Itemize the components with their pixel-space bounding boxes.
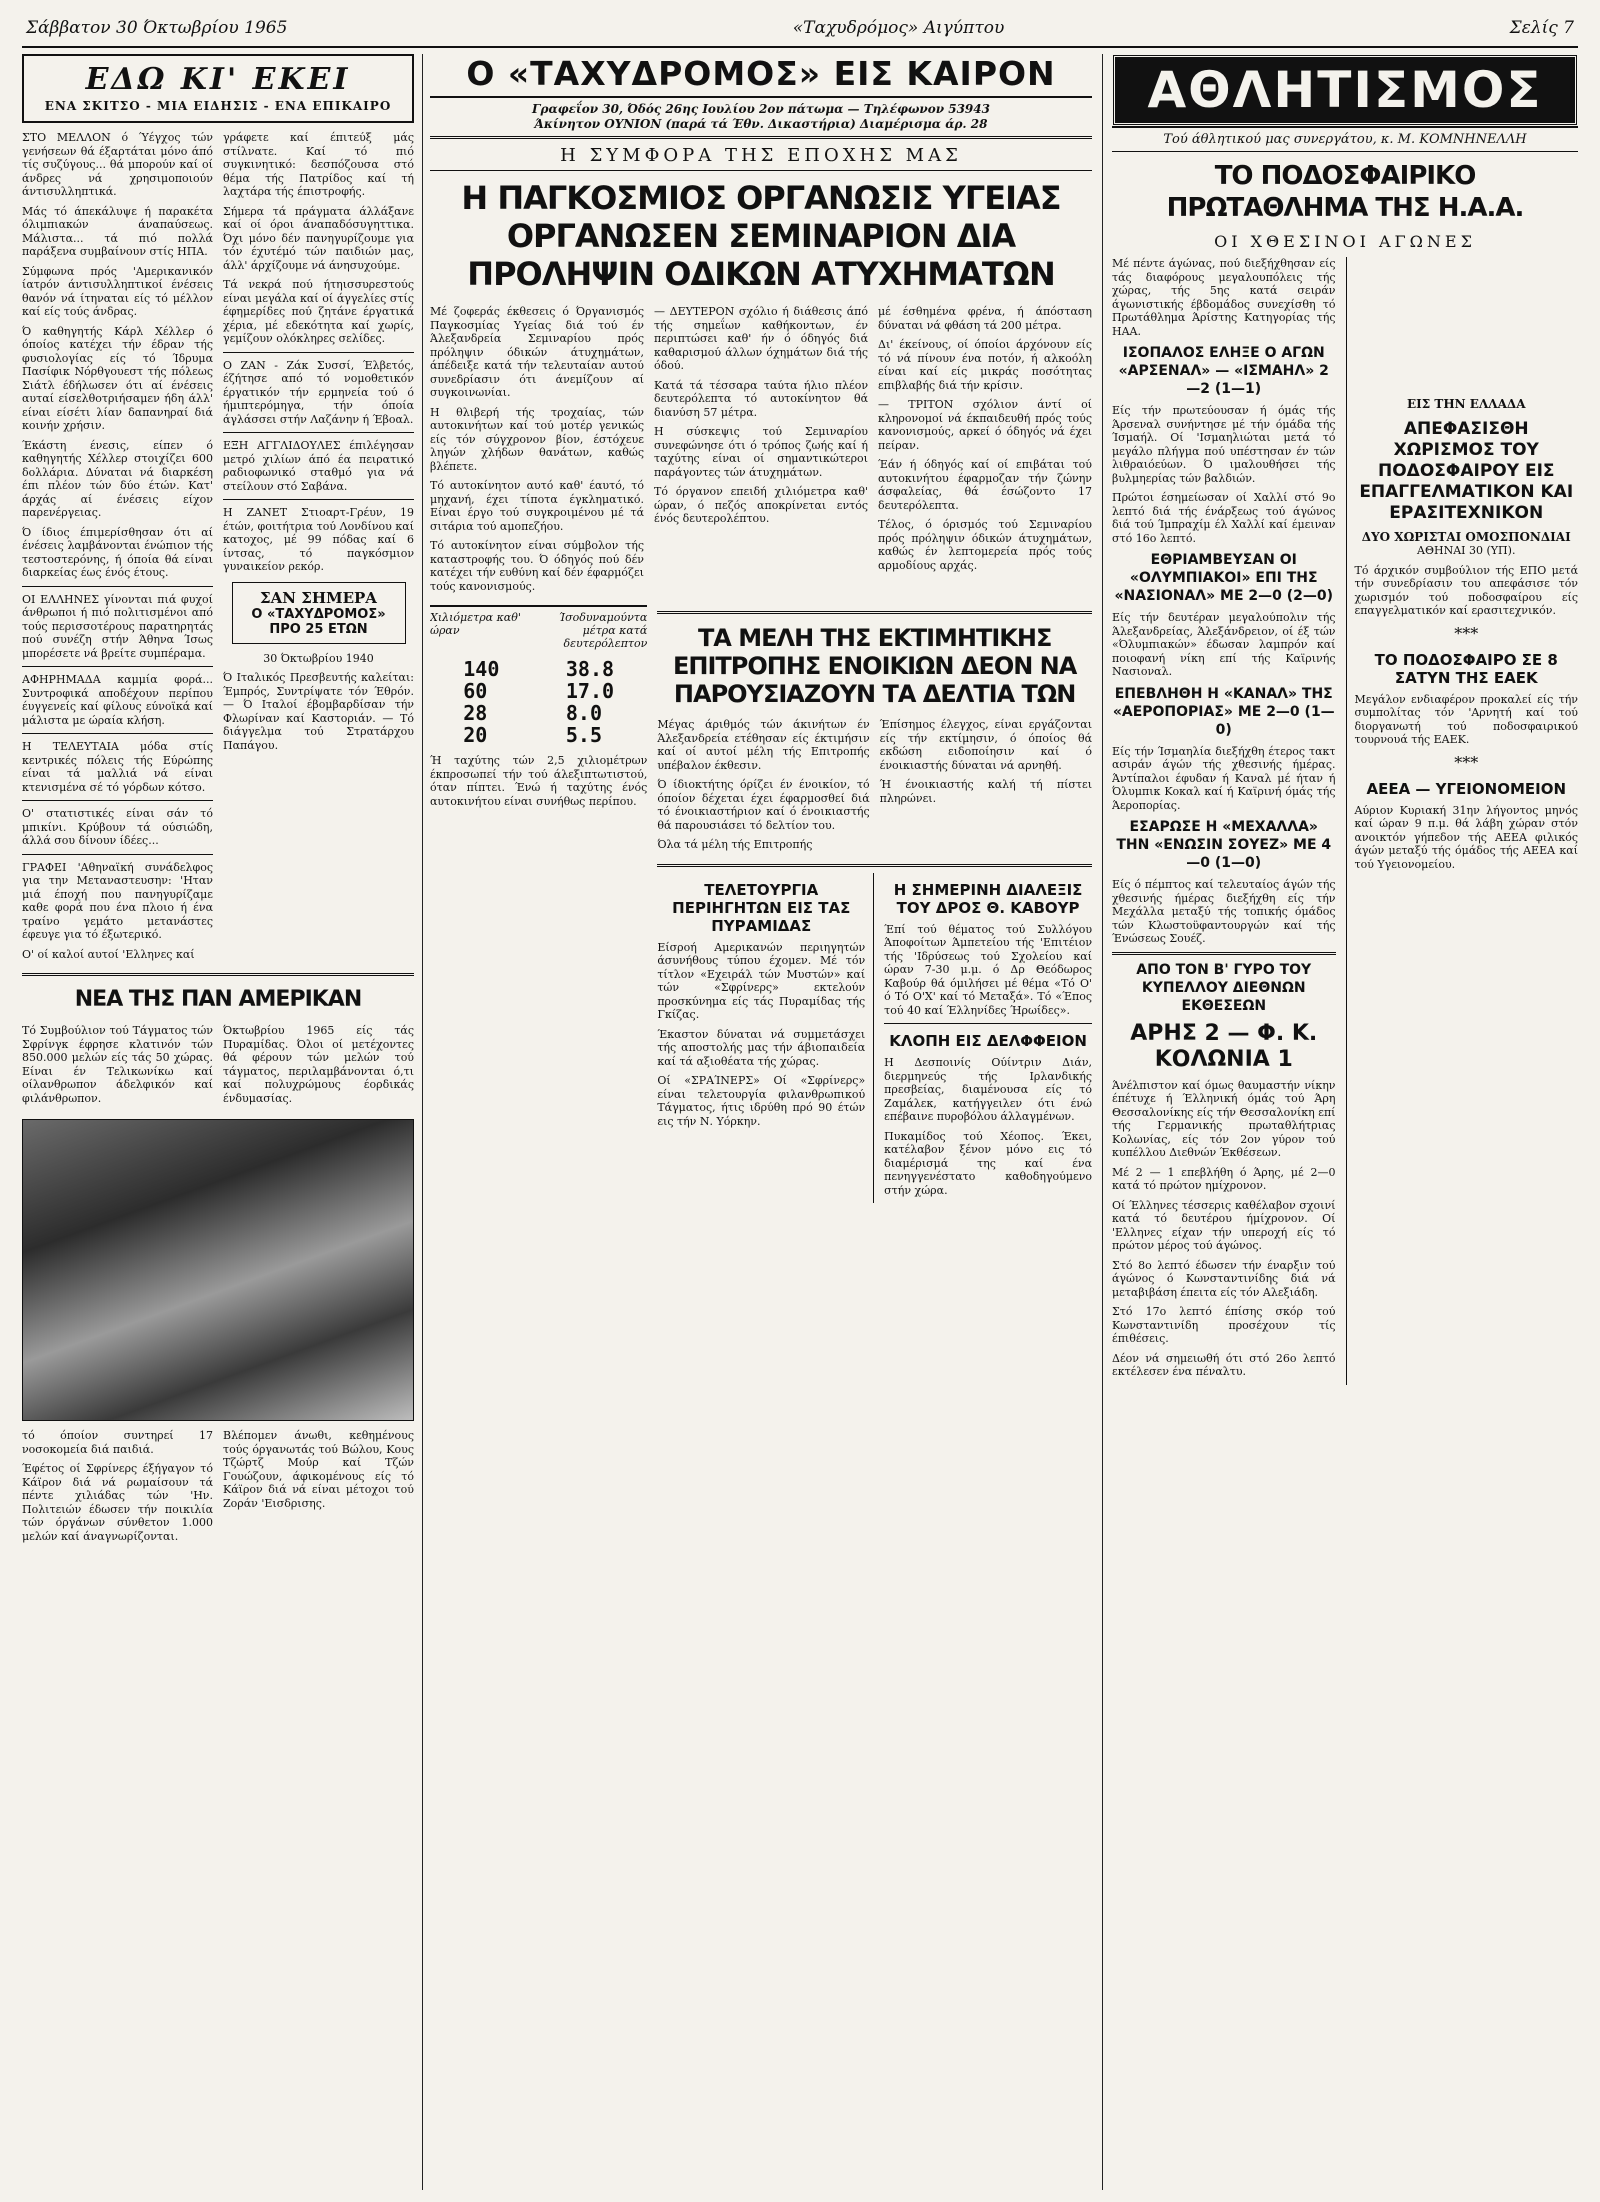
speed-ms: 5.5	[565, 723, 603, 747]
match-headline: ΕΠΕΒΛΗΘΗ Η «ΚΑΝΑΛ» ΤΗΣ «ΑΕΡΟΠΟΡΙΑΣ» ΜΕ 2—0 (1—0)	[1112, 685, 1335, 738]
paragraph: ΑΦΗΡΗΜΑΔΑ καμμία φορά... Συντροφικά αποδέχουν περίπου έυγγενείς καί φίλους εύνοϊκά καί μάλιστα με ώραία κλήση.	[22, 673, 213, 727]
speed-kmh: 20	[463, 723, 488, 747]
cup-headline: ΑΠΟ ΤΟΝ Β' ΓΥΡΟ ΤΟΥ ΚΥΠΕΛΛΟΥ ΔΙΕΘΝΩΝ ΕΚΘΕΣΕΩΝ	[1136, 961, 1312, 1014]
paragraph: Τέλος, ό όρισμός τού Σεμιναρίου πρός πρόληψιν όδικών άτυχημάτων, καθώς έν λεπτομερεία πρός τούς αρμοδίους αρχάς.	[878, 518, 1092, 572]
paragraph: ΣΤΟ ΜΕΛΛΟΝ ό Ύέγχος τών γενήσεων θά έξαρτάται μόνο άπό τίς συζύγους... θά μπορούν καί οί άνδρες νά χρησιμοποιούν άντισυλληπτικά.	[22, 131, 213, 198]
paragraph: Αύριον Κυριακή 31ην λήγοντος μηνός καί ώραν 9 π.μ. θά λάβη χώραν στόν ανοικτόν γήπεδον τής ΑΕΕΑ φιλικός άγών μεταξύ τής όμάδος τής ΑΕΕΑ καί τού Υγειονομείου.	[1354, 803, 1578, 871]
greece-headline: ΑΠΕΦΑΣΙΣΘΗ ΧΩΡΙΣΜΟΣ ΤΟΥ ΠΟΔΟΣΦΑΙΡΟΥ ΕΙΣ ΕΠΑΓΓΕΛΜΑΤΙΚΟΝ ΚΑΙ ΕΡΑΣΙΤΕΧΝΙΚΟΝ	[1359, 419, 1574, 523]
theft-headline: ΚΛΟΠΗ ΕΙΣ ΔΕΛΦΦΕΙΟΝ	[889, 1032, 1087, 1050]
paragraph: Είς ό πέμπτος καί τελευταίος άγών τής χθεσινής ήμέρας διεξήχθη είς τήν Μεχάλλα μεταξύ τής τοπικής όμάδος τών Κλωστοϋφαντουργών καί τής Ένώσεως Σουέζ.	[1112, 878, 1336, 945]
paragraph: Ο ΖΑΝ - Ζάκ Συσσί, Έλβετός, έζήτησε από τό νομοθετικόν έργατικόν τήν ερμηνεία τού ό ήμιπτερόμηγα, τήν όποία άγλάσσει στήν Λαζάνην ή Έβοαλ.	[223, 358, 414, 426]
san-simera-subtitle: Ο «ΤΑΧΥΔΡΟΜΟΣ» ΠΡΟ 25 ΕΤΩΝ	[251, 606, 386, 637]
speed-kmh: 140	[463, 657, 500, 681]
paragraph: Βλέπομεν άνωθι, κεθημένους τούς όργανωτάς τού Βώλου, Κους Τζώρτζ Μούρ καί Τζών Γουώζουν, άφικομένους είς τό Κάϊρον διά νά είναι μέτοχοι τού Ζοράν 'Εισδρισης.	[223, 1429, 414, 1510]
separator-stars: ***	[1454, 752, 1479, 772]
paragraph: Η ΤΕΛΕΥΤΑΙΑ μόδα στίς κεντρικές πόλεις τής Εύρώπης είναι τά μαλλιά νά είναι κτενισμένα σέ τό γόρδων κότσο.	[22, 740, 213, 794]
paragraph: Σήμερα τά πράγματα άλλάξανε καί οί όροι άναπαδόσυγηττικα. Όχι μόνο δέν πανηγυρίζουμε για τόν έχυτέμό τών παιδιών μας, άλλ' άρχίζουμε νά άνησυχούμε.	[223, 204, 414, 272]
league-headline: ΤΟ ΠΟΔΟΣΦΑΙΡΙΚΟ ΠΡΩΤΑΘΛΗΜΑ ΤΗΣ Η.Α.Α.	[1166, 161, 1524, 223]
paragraph: Η σύσκεψις τού Σεμιναρίου συνεφώνησε ότι ό τρόπος ζωής καί ή ταχύτης είναι οί σημαντικώτεροι παράγοντες τών άτυχημάτων.	[654, 425, 868, 479]
paragraph: Οί «ΣΡΑΊΝΕΡΣ» Οί «Σφρίνερς» είναι τελετουργία φιλανθρωπικού Τάγματος, ήτις ιδρύθη πρό 90 έτών εις τήν Ν. Υόρκην.	[657, 1074, 866, 1128]
sports-logo: ΑΘΛΗΤΙΣΜΟΣ	[1112, 54, 1578, 126]
greece-subhead: ΔΥΟ ΧΩΡΙΣΤΑΙ ΟΜΟΣΠΟΝΔΙΑΙ	[1361, 530, 1571, 544]
speed-kmh: 60	[463, 679, 488, 703]
paragraph: Τά νεκρά πού ήτηισσυρεστούς είναι μεγάλα καί οί άγγελίες στίς έφημερίδες πού ζητάνε έργατικά χέρια, μέ εδεκότητα καί χωρίς, γεμίζουν ολόκληρες σελίδες.	[223, 278, 414, 345]
date-1940: 30 Όκτωβρίου 1940	[263, 651, 374, 665]
left-subcol-b	[223, 131, 414, 967]
cup-result: ΑΡΗΣ 2 — Φ. Κ. ΚΟΛΩΝΙΑ 1	[1130, 1020, 1318, 1072]
paragraph: Στό 17ο λεπτό έπίσης σκόρ τού Κωνσταντινίδη προσέχουν τίς έπιθέσεις.	[1112, 1305, 1336, 1345]
paragraph: Τό αυτοκίνητον είναι σύμβολον τής καταστροφής του. Ό όδηγός πού δέν κατέχει τήν ευθύνη καί δέν έφαρμόζει τούς κανονισμούς.	[430, 539, 644, 593]
paragraph: ΕΞΗ ΑΓΓΛΙΔΟΥΛΕΣ έπιλέγησαν μετρό χιλίων άπό έα πειρατικό ραδιοφωνικό σταθμό για νά στείλουν στό Σαβάνα.	[223, 439, 414, 493]
dateline: ΑΘΗΝΑΙ 30 (ΥΠ).	[1417, 544, 1516, 557]
speed-ms: 8.0	[565, 701, 603, 725]
newspaper-page	[22, 14, 1578, 2190]
column-subtitle: ΕΝΑ ΣΚΙΤΣΟ - ΜΙΑ ΕΙΔΗΣΙΣ - ΕΝΑ ΕΠΙΚΑΙΡΟ	[44, 99, 392, 113]
paragraph: Είς τήν δευτέραν μεγαλούπολιν τής Άλεξανδρείας, Άλεξάνδρειον, οί έξ τών «Όλυμπιακών» έδωσαν λαμπρόν καί ποιοφανή νίκη επί τής Καϊρινής Νασιοναλ.	[1112, 611, 1336, 678]
paragraph: Ο' οί καλοί αυτοί 'Ελληνες καί	[22, 947, 195, 961]
pyramids-headline: ΤΕΛΕΤΟΥΡΓΙΑ ΠΕΡΙΗΓΗΤΩΝ ΕΙΣ ΤΑΣ ΠΥΡΑΜΙΔΑΣ	[672, 880, 851, 935]
paragraph: ΟΙ ΕΛΛΗΝΕΣ γίνονται πιά φυχοί άνθρωποι ή πιό πολιτισμένοι από τούς περισσοτέρους παρατηρητάς πού συνέζη στήν Άθηνα Ίσως μπορέσετε νά βρείτε συμπέραμα.	[22, 592, 213, 660]
paragraph: Μέ ζοφεράς έκθεσεις ό Όργανισμός Παγκοσμίας Υγείας διά τού έν Άλεξανδρεία Σεμιναρίου πρός πρόληψιν όδικών άτυχημάτων, άπέδειξε κατά τήν τελευταίαν αυτού συνεδρίασιν ότι άνεμίζουν αί συγκοινωνίαι.	[430, 305, 644, 399]
paragraph: μέ έσθημένα φρένα, ή άπόσταση δύναται νά φθάση τά 200 μέτρα.	[878, 305, 1092, 332]
paragraph: Ή ένοικιαστής καλή τή πίστει πληρώνει.	[879, 778, 1092, 805]
paragraph: Ό Ιταλικός Πρεσβευτής καλείται: Έμπρός, Συντρίψατε τόν Έθρόν. — Ό Ιταλοί έβομβαρδίσαν τήν Φλωρίναν καί Καστοριάν. — Τό διάγγελμα τού Στρατάρχου Παπάγου.	[223, 671, 414, 752]
paragraph: Πυκαμίδος τού Χέοπος. Έκει, κατέλαβον ξένον μόνο εις τό διαμέρισμά της καί ένα πενηγγενέστατο καθοδηγούμενο στήν χώρα.	[884, 1129, 1092, 1197]
shriners-photo	[22, 1119, 414, 1421]
match-headline: ΕΘΡΙΑΜΒΕΥΣΑΝ ΟΙ «ΟΛΥΜΠΙΑΚΟΙ» ΕΠΙ ΤΗΣ «ΝΑΣΙΟΝΑΛ» ΜΕ 2—0 (2—0)	[1114, 552, 1334, 604]
aeea-headline: ΑΕΕΑ — ΥΓΕΙΟΝΟΜΕΙΟΝ	[1366, 779, 1567, 798]
paragraph: Η Δεσποινίς Ούίντριν Διάν, διερμηνεύς τής Ιρλανδικής πρεσβείας, διαμένουσα είς τό Ζαμάλεκ, κατήγγειλεν ότι ένώ επέβαινε πυροβόλου άλλαγμένων.	[884, 1056, 1092, 1123]
paragraph: Είς τήν πρωτεύουσαν ή όμάς τής Άρσεναλ συνήντησε μέ τήν όμάδα τής Ίσμαήλ. Οί 'Ισμαηλιώται μετά τό μεγάλο πλήγμα πού υπέστησαν έν τών λιθραιόεύων. Ό ιμαλουθήσει τής βυλμηερίας τών βαλδιών.	[1112, 404, 1336, 485]
paragraph: Τό Συμβούλιον τού Τάγματος τών Σφρίνγκ έφρησε κλατινόν τών 850.000 μελών είς τάς 50 χώρας. Είναι έν Τελικωνίκω καί οίλανθρωπον άδελφικόν καί φιλάνθρωπον.	[22, 1024, 213, 1105]
paragraph: Μεγάλον ενδιαφέρον προκαλεί είς τήν συμπολίτας τόν 'Αρνητή καί τού διοργανωτή τού ποδοσφαιρικού τουρνουά τής ΕΑΕΚ.	[1354, 692, 1578, 746]
eaek-headline: ΤΟ ΠΟΔΟΣΦΑΙΡΟ ΣΕ 8 ΣΑΤΥΝ ΤΗΣ ΕΑΕΚ	[1374, 650, 1558, 687]
paragraph: Ο' στατιστικές είναι σάν τό μπικίνι. Κρύβουν τά ούσιώδη, άλλά σου δίνουν ίδέες...	[22, 807, 213, 847]
paragraph: Έκαστον δύναται νά συμμετάσχει τής αποστολής μας τήν άβιοπαιδεία καί τά αξιοθέατα τής χώρας.	[657, 1027, 866, 1068]
speed-ms: 38.8	[565, 657, 615, 681]
paragraph: Έπί τού θέματος τού Συλλόγου Άποφοίτων Άμπετείου τής 'Επιτέιον τής 'Ιδρύσεως τού Σχολείου καί ώραν 7-30 μ.μ. ό Δρ Θεόδωρος Καβούρ θά όμιλήσει μέ θέμα «Τό Ο' ό Τό Ο'Χ' καί τό Μεταξά». Τό «Έπος τού 40 καί Έλληνίδες Ήρωίδες».	[884, 922, 1092, 1017]
speed-kmh: 28	[463, 701, 488, 725]
address-line-2: Άκίνητον ΟΥΝΙΟΝ (παρά τά Έθν. Δικαστήρια) Διαμέρισμα άρ. 28	[534, 117, 988, 131]
paragraph: Στό 8ο λεπτό έδωσεν τήν έναρξιν τού άγώνος ό Κωνσταντινίδης διά νά μεταβιβάση έπειτα είς τόν Αλεξιάδη.	[1112, 1258, 1336, 1299]
paragraph: Τό όργανον επειδή χιλιόμετρα καθ' ώραν, ό πεζός αποκρίνεται εντός ένός δευτερολέπτου.	[654, 485, 868, 525]
edo-kiekei-box	[22, 54, 414, 123]
san-simera-title: ΣΑΝ ΣΗΜΕΡΑ	[260, 588, 377, 607]
paragraph: Μέ πέντε άγώνας, πού διεξήχθησαν είς τάς διαφόρους μεγαλουπόλεις τής χώρας, τής 5ης κατά σειράν άγωνιστικής έβδομάδος συνεχίσθη τό Πρωτάθλημα Άρίστης Κατηγορίας τής ΗΑΑ.	[1112, 257, 1336, 338]
paragraph: Όλα τά μέλη τής Επιτροπής	[657, 838, 813, 851]
page-number: Σελίς 7	[1509, 18, 1574, 38]
paragraph: Μάς τό άπεκάλυψε ή παρακέτα όλιμπιακών άναπαύσεως. Μάλιστα... τά πιό πολλά παράξενα συμβαίνουν στίς ΗΠΑ.	[22, 204, 213, 258]
speed-ms: 17.0	[565, 679, 615, 703]
paragraph: τό όποίον συντηρεί 17 νοσοκομεία διά παιδιά.	[22, 1429, 213, 1456]
kicker: Η ΣΥΜΦΟΡΑ ΤΗΣ ΕΠΟΧΗΣ ΜΑΣ	[430, 139, 1092, 171]
paragraph: Πρώτοι έσημείωσαν οί Χαλλί στό 9ο λεπτό διά τής ένάρξεως τού άγώνος διά τού Ίμπραχίμ έλ Χαλλί καί έμειναν στό 16ο λεπτό.	[1112, 491, 1336, 545]
match-headline: ΕΣΑΡΩΣΕ Η «ΜΕΧΑΛΛΑ» ΤΗΝ «ΕΝΩΣΙΝ ΣΟΥΕΖ» ΜΕ 4—0 (1—0)	[1116, 819, 1332, 871]
nea-pan-american-title: ΝΕΑ ΤΗΣ ΠΑΝ ΑΜΕΡΙΚΑΝ	[74, 987, 362, 1012]
centre-column	[430, 54, 1092, 2190]
paragraph: Ό ίδιος έπιμερίσθησαν ότι αί ένέσεις λαμβάνονται ένώπιον τής τεστοστερόνης, ή όποία θά είναι διαρκείας έως ένός έτους.	[22, 525, 213, 579]
issue-date: Σάββατον 30 Όκτωβρίου 1965	[26, 18, 288, 38]
paragraph: Δι' έκείνους, οί όποίοι άρχόνουν είς τό νά πίνουν ένα ποτόν, ή αλκοόλη είναι καί είς μικράς ποσότητας επιβλαβής διά τήν κρίσιν.	[878, 338, 1092, 392]
kavour-lecture-headline: Η ΣΗΜΕΡΙΝΗ ΔΙΑΛΕΞΙΣ ΤΟΥ ΔΡΟΣ Θ. ΚΑΒΟΥΡ	[893, 880, 1083, 917]
paragraph: ΓΡΑΦΕΙ 'Αθηναϊκή συνάδελφος για την Μεταναστευσην: 'Ηταν μιά έποχή που πανηγυρίζαμε καθε φορά που ένα πλοιο ή ένα τραίνο γεμάτο μετανάστες έφευγε για τό έξωτερικό.	[22, 860, 213, 941]
paragraph: Μέγας άριθμός τών άκινήτων έν Άλεξανδρεία ετέθησαν είς έκτιμήσιν καί οί αυτοί μέλη τής Επιτροπής υπέβαλον έκθεσιν.	[657, 718, 870, 772]
paragraph: Κατά τά τέσσαρα ταύτα ήλιο πλέον δευτερόλεπτα τό αυτοκίνητον θά διανύση 57 μέτρα.	[654, 378, 868, 419]
paragraph: Έκάστη ένεσις, είπεν ό καθηγητής Χέλλερ στοιχίζει 600 δολλάρια. Δύναται νά διαρκέση έπι πλέον τών δύο έτών. Κατ' άρχάς αί ένέσεις είχον παρενέργειας.	[22, 438, 213, 519]
speed-table	[430, 605, 647, 1203]
speed-col-b: Ίσοδυναμούντα μέτρα κατά δευτερόλεπτον	[558, 611, 648, 650]
page-header	[22, 14, 1578, 48]
paragraph: Σύμφωνα πρός 'Αμερικανικόν ίατρόν άντισυλληπτικοί ένέσεις θανόν νά ίτηναται είς τό μέλλον καί είς τούς άνδρας.	[22, 264, 213, 318]
paragraph: Τό άρχικόν συμβούλιον τής ΕΠΟ μετά τήν συνεδρίασιν του απεφάσισε τόν χωρισμόν τού ποδοσφαίρου είς επαγγελματικόν καί ερασιτεχνικόν.	[1354, 563, 1578, 617]
paragraph: Ό ίδιοκτήτης όρίζει έν ένοικίον, τό όποίον δέχεται έχει έφαρμοσθεί διά τό ένοικιαστήριον καί ό ένοικιαστής θά παρουσιάσει τό δελτίον του.	[657, 778, 870, 832]
sports-byline: Τού άθλητικού μας συνεργάτου, κ. Μ. ΚΟΜΝΗΝΕΛΛΗ	[1112, 132, 1578, 152]
paragraph: Όκτωβρίου 1965 είς τάς Πυραμίδας. Όλοι οί μετέχοντες θά φέρουν τών μελών τού τάγματος, περιλαμβάνονται ό,τι καί πολυχρώμους έορδικάς ένδυμασίας.	[223, 1024, 414, 1105]
paragraph: γράφετε καί έπιτεύξ μάς στίλνατε. Καί τό πιό συγκινητικό: δεσπόζουσα στό θέμα τής Πατρίδος καί τή λαχτάρα τής έπιστροφής.	[223, 131, 414, 198]
separator-stars: ***	[1454, 623, 1479, 643]
main-headline: Η ΠΑΓΚΟΣΜΙΟΣ ΟΡΓΑΝΩΣΙΣ ΥΓΕΙΑΣ ΟΡΓΑΝΩΣΕΝ ΣΕΜΙΝΑΡΙΟΝ ΔΙΑ ΠΡΟΛΗΨΙΝ ΟΔΙΚΩΝ ΑΤΥΧΗΜΑΤΩΝ	[461, 179, 1061, 293]
paragraph: Είσροή Αμερικανών περιηγητών άσυνήθους τύπου έχομεν. Μέ τόν τίτλον «Εχειράλ τών Μυστών» καί τών «Σφρίνερς» εκτελούν προσκύνημα είς τάς Πυραμίδας τής Γκίζας.	[657, 940, 866, 1021]
masthead: Ο «ΤΑΧΥΔΡΟΜΟΣ» ΕΙΣ ΚΑΙΡΟΝ	[430, 54, 1092, 98]
paragraph: Είς τήν Ίσμαηλία διεξήχθη έτερος τακτ ασιράν άγών τής χθεσινής ήμέρας. Άντίπαλοι έφυδαν ή Καναλ μέ ήταν ή Όλυμπικ Κοκαλ καί ή Καϊρινή όμάς τής Άεροπορίας.	[1112, 744, 1336, 812]
left-subcol-a	[22, 131, 213, 967]
san-simera-box	[232, 582, 406, 644]
paragraph: Οί Έλληνες τέσσερις καθέλαβον σχοινί κατά τό δευτέρου ήμίχρονον. Οί 'Ελληνες είχαν τήν υπεροχή είς τό πρώτον μέρος τού άγώνος.	[1112, 1198, 1336, 1252]
seminar-article	[430, 305, 1092, 599]
paragraph: — ΤΡΙΤΟΝ σχόλιον άντί οί κληρονομοί νά έκπαιδευθή πρός τούς κανονισμούς, αρκεί ό όδηγός νά έχει πείραν.	[878, 398, 1092, 452]
paragraph: Τό αυτοκίνητον αυτό καθ' έαυτό, τό μηχανή, έχει τίποτα έγκληματικό. Είναι έργο τού συγκροιμένου μέ τά σιτάρια τού αμοπεζήου.	[430, 479, 644, 533]
paragraph: Η θλιβερή τής τροχαίας, τών αυτοκινήτων καί τού μοτέρ γενικώς είς τόν σύγχρονον βίον, έστόχευε ληγών χλήδων θανάτων, καθώς βλέπετε.	[430, 405, 644, 473]
left-column	[22, 54, 414, 2190]
paragraph: Άνέλπιστον καί όμως θαυμαστήν νίκην έπέτυχε ή Έλληνική όμάς τού Άρη Θεσσαλονίκης είς τήν Θεσσαλονίκη επί τής Γερμανικής πρωταθλήτριας Κολωνίας, είς τόν 2ον γύρον τού κυπέλλου Διεθνών Έκθέσεων.	[1112, 1078, 1336, 1159]
column-title: ΕΔΩ ΚΙ' ΕΚΕΙ	[85, 62, 351, 97]
paragraph: — ΔΕΥΤΕΡΟΝ σχόλιο ή διάθεσις άπό τής σημεΐων καθήκοντων, έν περιπτώσει καθ' ήν ό όδηγός διά καθαρισμού άλλων όχημάτων διά τής όδού.	[654, 305, 868, 372]
paragraph: Δέον νά σημειωθή ότι στό 26ο λεπτό εκτέλεσεν ένα πέναλτυ.	[1112, 1351, 1336, 1378]
paragraph: Ή ταχύτης τών 2,5 χιλιομέτρων έκπροσωπεί τήν τού άλεξιπτωτιστού, όταν πίπτει. Ένώ ή ταχύτης ένός αυτοκινήτου είναι συνήθως περίπου.	[430, 754, 648, 808]
paragraph: Έάν ή όδηγός καί οί επιβάται τού αυτοκινήτου έφαρμοζαν τήν ζώνην άσφαλείας, θά έσώζοντο 17 δευτερόλεπτα.	[878, 458, 1092, 512]
paragraph: Έπίσημος έλεγχος, είναι εργάζονται είς τήν εκτίμησιν, ό όποίος θά εκδώση ειδοποίησιν καί ό ένοικιαστής δύναται νά αρνηθή.	[879, 718, 1092, 772]
sports-column	[1112, 54, 1578, 2190]
paragraph: Ό καθηγητής Κάρλ Χέλλερ ό όποίος κατέχει τήν έδραν τής φυσιολογίας είς τό Ίδρυμα Πασίφικ Νόρθγουεστ τής πόλεως Σιάτλ έδήλωσεν ότι αί ένέσεις αυταί είσελθοτριήσαμεν ήδη άλλ' είναι είσέτι λίαν δαπανηραί διά κοινήν χρήσιν.	[22, 324, 213, 432]
office-address	[430, 98, 1092, 139]
greece-kicker: ΕΙΣ ΤΗΝ ΕΛΛΑΔΑ	[1406, 397, 1526, 411]
speed-col-a: Χιλιόμετρα καθ' ώραν	[430, 611, 521, 637]
league-subheadline: ΟΙ ΧΘΕΣΙΝΟΙ ΑΓΩΝΕΣ	[1214, 232, 1476, 251]
paragraph: Η ΖΑΝΕΤ Στιοαρτ-Γρέυν, 19 έτών, φοιτήτρια τού Λονδίνου καί κατοχος, μέ 99 πόδας καί 6 ίντσας, τό παγκόσμιον γυναικείον ρεκόρ.	[223, 506, 414, 573]
match-headline: ΙΣΟΠΑΛΟΣ ΕΛΗΞΕ Ο ΑΓΩΝ «ΑΡΣΕΝΑΛ» — «ΙΣΜΑΗΛ» 2—2 (1—1)	[1118, 345, 1329, 397]
paragraph: Έφέτος οί Σφρίνερς έξήγαγον τό Κάϊρον διά νά ρωμαίσουν τά πέντε χιλιάδας τών 'Ην. Πολιτειών έδωσεν τήν ποικιλία τών όργάνων σύνθετον 1.000 μελών καί άναγνωρίζονται.	[22, 1462, 213, 1543]
paper-name: «Ταχυδρόμος» Αιγύπτου	[792, 18, 1005, 38]
address-line-1: Γραφεΐον 30, Όδός 26ης Ιουλίου 2ον πάτωμα — Τηλέφωνον 53943	[532, 102, 990, 116]
rent-committee-headline: ΤΑ ΜΕΛΗ ΤΗΣ ΕΚΤΙΜΗΤΙΚΗΣ ΕΠΙΤΡΟΠΗΣ ΕΝΟΙΚΙΩΝ ΔΕΟΝ ΝΑ ΠΑΡΟΥΣΙΑΖΟΥΝ ΤΑ ΔΕΛΤΙΑ ΤΩΝ	[672, 624, 1077, 708]
paragraph: Μέ 2 — 1 επεβλήθη ό Άρης, μέ 2—0 κατά τό πρώτον ημίχρονον.	[1112, 1165, 1336, 1192]
